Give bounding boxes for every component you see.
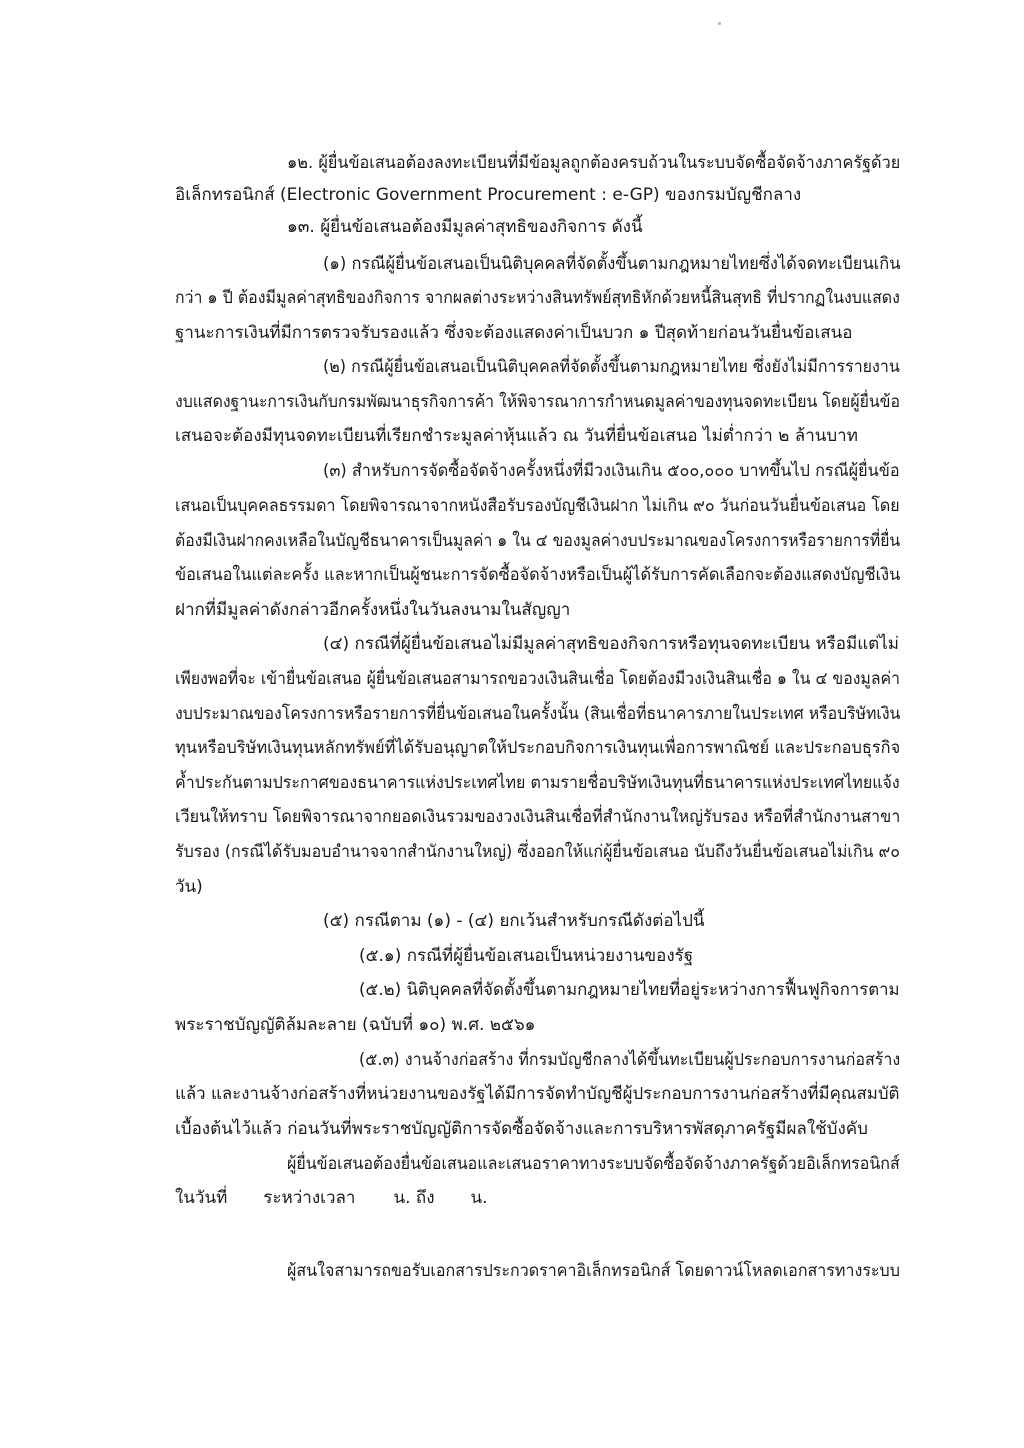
condition-1-line-3: ฐานะการเงินที่มีการตรวจรับรองแล้ว ซึ่งจะต้องแสดงค่าเป็นบวก ๑ ปีสุดท้ายก่อนวันยื่นข้อเสนอ: [175, 323, 853, 343]
condition-1-line-2: กว่า ๑ ปี ต้องมีมูลค่าสุทธิของกิจการ จากผลต่างระหว่างสินทรัพย์สุทธิหักด้วยหนี้สินสุทธิ ที่ปรากฏในงบแสดง: [175, 288, 900, 308]
condition-1-line-1: (๑) กรณีผู้ยื่นข้อเสนอเป็นนิติบุคคลที่จัดตั้งขึ้นตามกฎหมายไทยซึ่งได้จดทะเบียนเกิน: [323, 254, 901, 274]
condition-3-line-5: ฝากที่มีมูลค่าดังกล่าวอีกครั้งหนึ่งในวันลงนามในสัญญา: [175, 600, 571, 620]
condition-5-1: (๕.๑) กรณีที่ผู้ยื่นข้อเสนอเป็นหน่วยงานของรัฐ: [359, 946, 694, 966]
condition-5-3-line-3: เบื้องต้นไว้แล้ว ก่อนวันที่พระราชบัญญัติการจัดซื้อจัดจ้างและการบริหารพัสดุภาครัฐมีผลใช้บังคับ: [175, 1119, 868, 1139]
condition-5-2-line-1: (๕.๒) นิติบุคคลที่จัดตั้งขึ้นตามกฎหมายไทยที่อยู่ระหว่างการฟื้นฟูกิจการตาม: [359, 980, 900, 1000]
item-12-line-2: อิเล็กทรอนิกส์ (Electronic Government Procurement : e-GP) ของกรมบัญชีกลาง: [175, 185, 802, 205]
submission-line-1: ผู้ยื่นข้อเสนอต้องยื่นข้อเสนอและเสนอราคาทางระบบจัดซื้อจัดจ้างภาครัฐด้วยอิเล็กทรอนิกส์: [287, 1154, 900, 1174]
condition-4-line-3: งบประมาณของโครงการหรือรายการที่ยื่นข้อเสนอในครั้งนั้น (สินเชื่อที่ธนาคารภายในประเทศ หรือบริษัทเงิน: [175, 704, 901, 724]
condition-4-line-5: ค้ำประกันตามประกาศของธนาคารแห่งประเทศไทย ตามรายชื่อบริษัทเงินทุนที่ธนาคารแห่งประเทศไทยแจ้ง: [175, 773, 900, 793]
condition-4-line-6: เวียนให้ทราบ โดยพิจารณาจากยอดเงินรวมของวงเงินสินเชื่อที่สำนักงานใหญ่รับรอง หรือที่สำนักงานสาขา: [175, 807, 901, 827]
condition-3-line-2: เสนอเป็นบุคคลธรรมดา โดยพิจารณาจากหนังสือรับรองบัญชีเงินฝาก ไม่เกิน ๙๐ วันก่อนวันยื่นข้อเสนอ โดย: [175, 496, 900, 516]
condition-4-line-2: เพียงพอที่จะ เข้ายื่นข้อเสนอ ผู้ยื่นข้อเสนอสามารถขอวงเงินสินเชื่อ โดยต้องมีวงเงินสินเชื่อ ๑ ใน ๔ ของมูลค่า: [175, 669, 900, 689]
condition-2-line-2: งบแสดงฐานะการเงินกับกรมพัฒนาธุรกิจการค้า ให้พิจารณาการกำหนดมูลค่าของทุนจดทะเบียน โดยผู้ยื่นข้อ: [175, 392, 900, 412]
submission-date-label: ในวันที่: [175, 1188, 228, 1208]
condition-5-3-line-1: (๕.๓) งานจ้างก่อสร้าง ที่กรมบัญชีกลางได้ขึ้นทะเบียนผู้ประกอบการงานก่อสร้าง: [359, 1050, 901, 1070]
condition-4-line-1: (๔) กรณีที่ผู้ยื่นข้อเสนอไม่มีมูลค่าสุทธิของกิจการหรือทุนจดทะเบียน หรือมีแต่ไม่: [323, 634, 899, 654]
condition-5-2-line-2: พระราชบัญญัติล้มละลาย (ฉบับที่ ๑๐) พ.ศ. ๒๕๖๑: [175, 1015, 536, 1035]
submission-time-label: ระหว่างเวลา: [263, 1188, 356, 1208]
interested-parties-line: ผู้สนใจสามารถขอรับเอกสารประกวดราคาอิเล็กทรอนิกส์ โดยดาวน์โหลดเอกสารทางระบบ: [287, 1261, 900, 1281]
submission-end-label: น.: [470, 1188, 488, 1208]
condition-5-heading: (๕) กรณีตาม (๑) - (๔) ยกเว้นสำหรับกรณีดังต่อไปนี้: [323, 911, 705, 931]
submission-line-2: [175, 1187, 488, 1209]
item-13-heading: ๑๓. ผู้ยื่นข้อเสนอต้องมีมูลค่าสุทธิของกิจการ ดังนี้: [287, 217, 643, 237]
condition-5-3-line-2: แล้ว และงานจ้างก่อสร้างที่หน่วยงานของรัฐได้มีการจัดทำบัญชีผู้ประกอบการงานก่อสร้างที่มีคุณสมบัติ: [175, 1084, 900, 1104]
condition-2-line-3: เสนอจะต้องมีทุนจดทะเบียนที่เรียกชำระมูลค่าหุ้นแล้ว ณ วันที่ยื่นข้อเสนอ ไม่ต่ำกว่า ๒ ล้านบาท: [175, 426, 858, 446]
condition-4-line-7: รับรอง (กรณีได้รับมอบอำนาจจากสำนักงานใหญ่) ซึ่งออกให้แก่ผู้ยื่นข้อเสนอ นับถึงวันยื่นข้อเสนอไม่เกิน ๙๐: [175, 842, 900, 862]
condition-3-line-3: ต้องมีเงินฝากคงเหลือในบัญชีธนาคารเป็นมูลค่า ๑ ใน ๔ ของมูลค่างบประมาณของโครงการหรือรายการที่ยื่น: [175, 531, 901, 551]
item-12-line-1: ๑๒. ผู้ยื่นข้อเสนอต้องลงทะเบียนที่มีข้อมูลถูกต้องครบถ้วนในระบบจัดซื้อจัดจ้างภาครัฐด้วย: [287, 153, 901, 173]
scan-dot: [718, 22, 721, 25]
submission-to-label: น. ถึง: [393, 1188, 435, 1208]
condition-4-line-8: วัน): [175, 877, 203, 897]
condition-3-line-1: (๓) สำหรับการจัดซื้อจัดจ้างครั้งหนึ่งที่มีวงเงินเกิน ๕๐๐,๐๐๐ บาทขึ้นไป กรณีผู้ยื่นข้อ: [323, 461, 900, 481]
condition-4-line-4: ทุนหรือบริษัทเงินทุนหลักทรัพย์ที่ได้รับอนุญาตให้ประกอบกิจการเงินทุนเพื่อการพาณิชย์ และประกอบธุรกิจ: [175, 738, 901, 758]
condition-3-line-4: ข้อเสนอในแต่ละครั้ง และหากเป็นผู้ชนะการจัดซื้อจัดจ้างหรือเป็นผู้ได้รับการคัดเลือกจะต้องแสดงบัญชีเงิน: [175, 565, 901, 585]
condition-2-line-1: (๒) กรณีผู้ยื่นข้อเสนอเป็นนิติบุคคลที่จัดตั้งขึ้นตามกฎหมายไทย ซึ่งยังไม่มีการรายงาน: [323, 357, 900, 377]
